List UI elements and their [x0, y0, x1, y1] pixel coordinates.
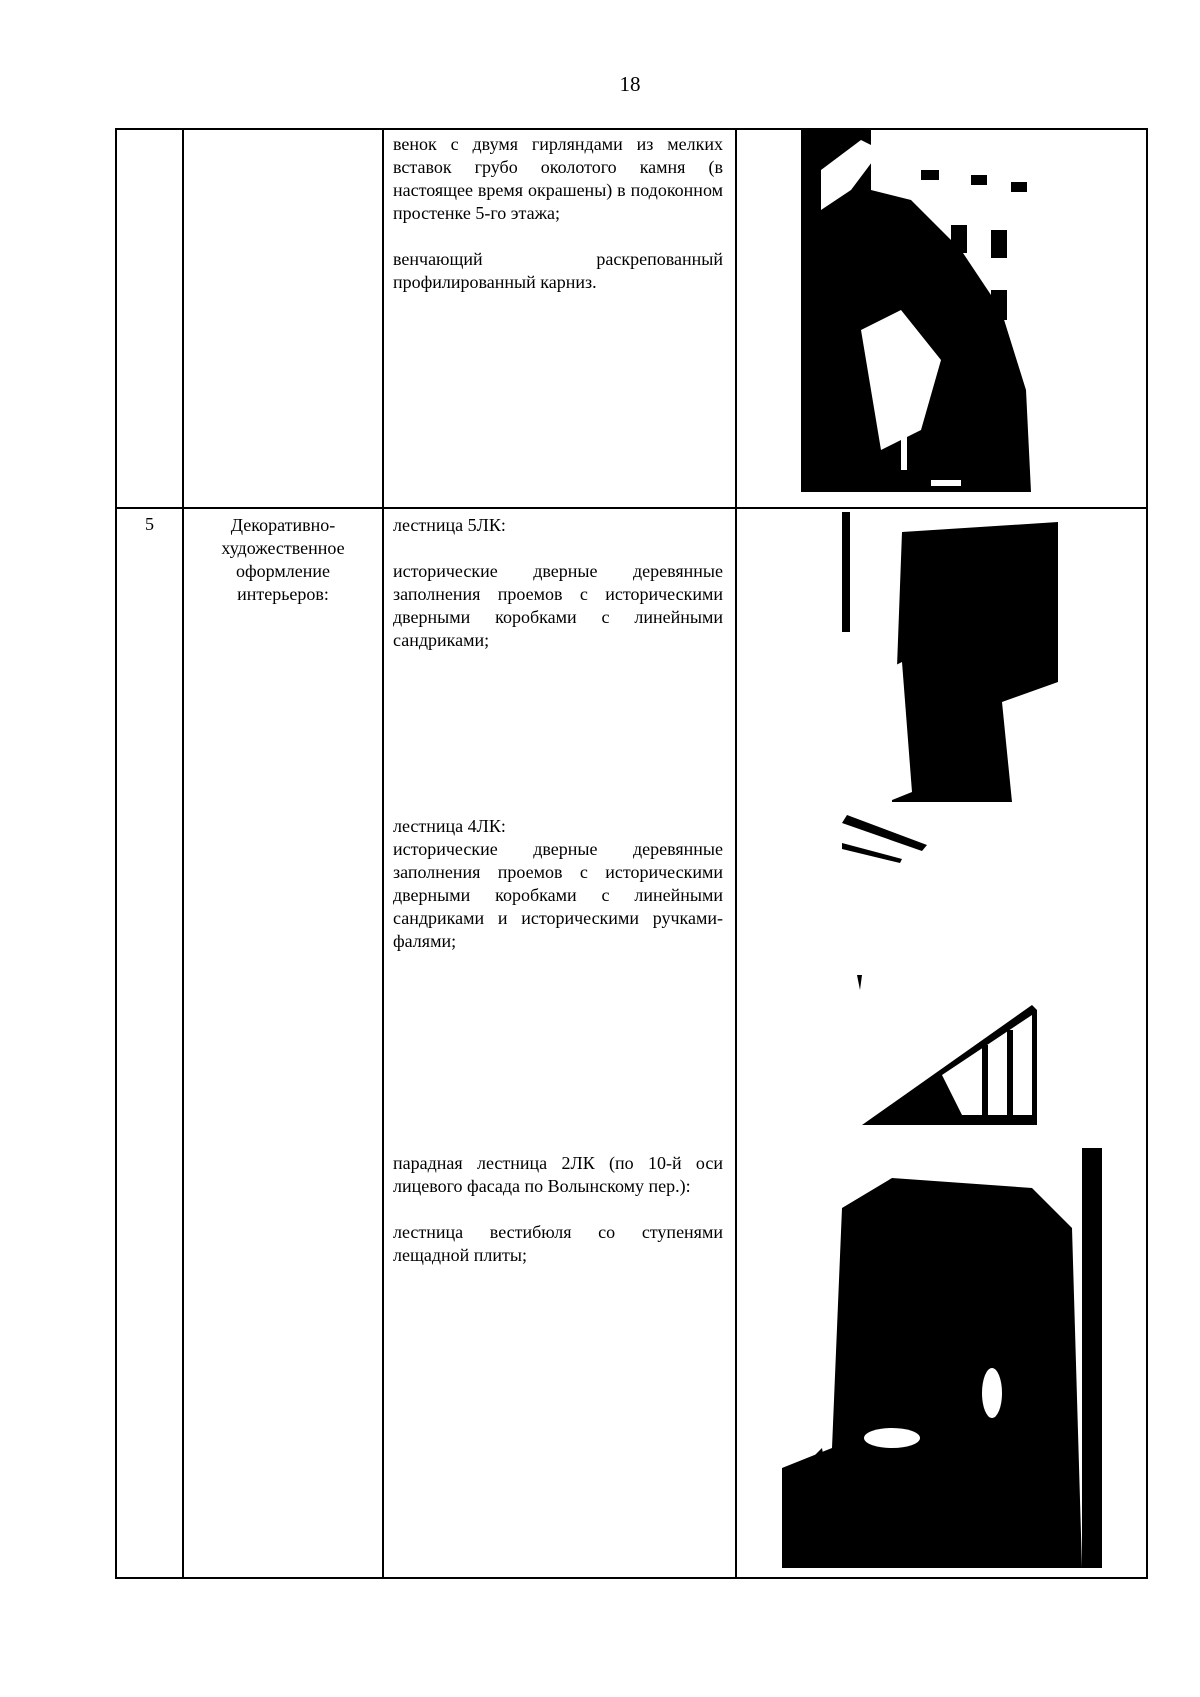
door-5lk-photo	[842, 512, 1058, 802]
stair-title: лестница 5ЛК:	[393, 515, 506, 535]
page-number: 18	[619, 72, 641, 96]
stair-title: лестница 4ЛК:	[393, 816, 506, 836]
stair-4lk-block	[393, 815, 723, 953]
stair-title: парадная лестница 2ЛК (по 10-й оси лицевого фасада по Волынскому пер.):	[393, 1153, 723, 1196]
document-table	[115, 128, 1148, 1579]
column-divider	[182, 130, 184, 1577]
description-paragraph: венок с двумя гирляндами из мелких вставок грубо околотого камня (в настоящее время окрашены) в подоконном простенке 5-го этажа;	[393, 134, 723, 223]
stair-2lk-block	[393, 1152, 723, 1267]
facade-photo	[801, 130, 1087, 492]
column-divider	[735, 130, 737, 1577]
stair-text: лестница вестибюля со ступенями лещадной плиты;	[393, 1222, 723, 1265]
stair-text: исторические дверные деревянные заполнения проемов с историческими дверными коробками с линейными сандриками и историческими ручками-фалями;	[393, 839, 723, 951]
door-4lk-photo	[842, 815, 1058, 1125]
column-divider	[382, 130, 384, 1577]
row-1-description	[393, 133, 723, 317]
vestibule-2lk-photo	[782, 1148, 1102, 1568]
stair-text: исторические дверные деревянные заполнения проемов с историческими дверными коробками с линейными сандриками;	[393, 561, 723, 650]
stair-5lk-block	[393, 514, 723, 652]
row-2-heading: Декоративно-художественное оформление интерьеров:	[221, 515, 345, 604]
row-number: 5	[145, 514, 154, 534]
row-divider	[117, 507, 1146, 509]
description-paragraph: венчающий раскрепованный профилированный карниз.	[393, 249, 723, 292]
